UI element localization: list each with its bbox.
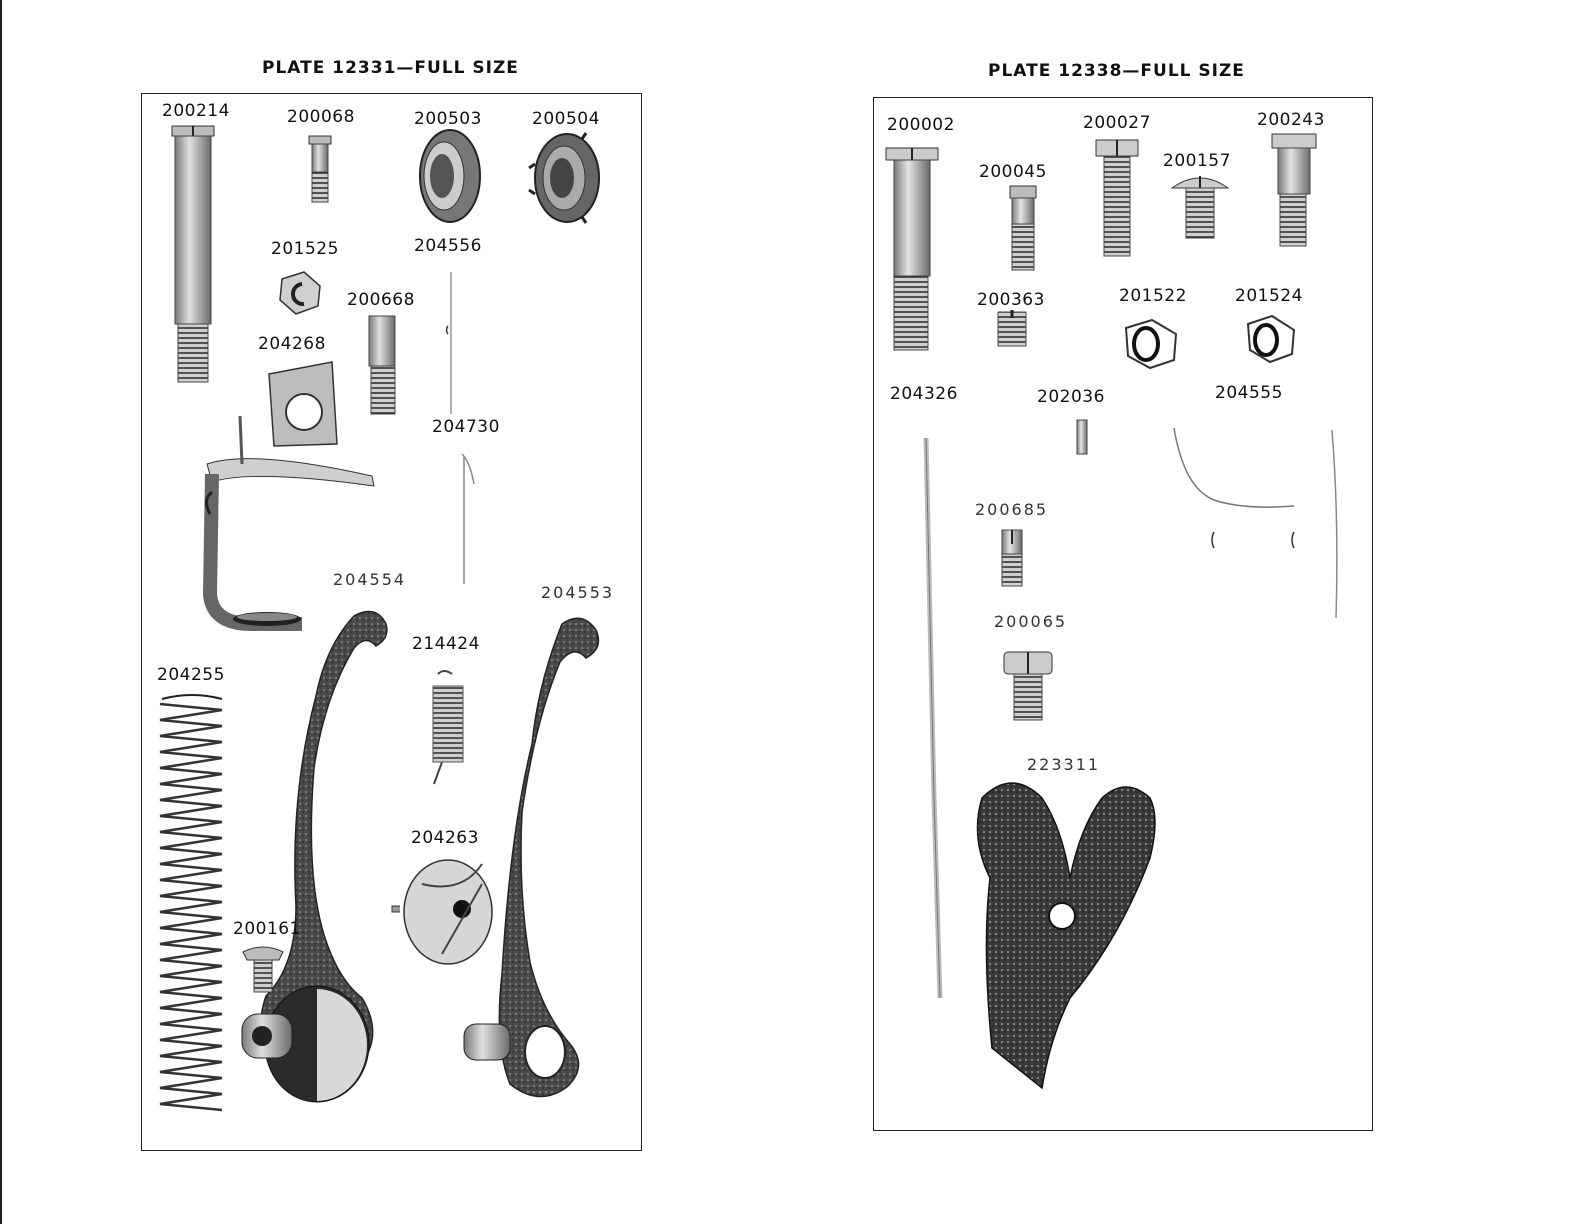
screw-icon [998,310,1026,346]
part-number: 201522 [1119,286,1187,306]
part-number: 204326 [890,384,958,404]
part-number: 202036 [1037,387,1105,407]
part-number: 200161 [233,919,301,939]
part-number: 200503 [414,109,482,129]
part-number: 201524 [1235,286,1303,306]
fork-plate-icon [978,783,1156,1088]
part-number: 200065 [994,612,1068,631]
screw-icon [1096,140,1138,256]
part-number: 200214 [162,101,230,121]
part-number: 200002 [887,115,955,135]
part-number: 200668 [347,290,415,310]
part-number: 200027 [1083,113,1151,133]
part-number: 204556 [414,236,482,256]
part-number: 204263 [411,828,479,848]
screw-icon [886,148,938,350]
pin-icon [1077,420,1087,454]
lever-icon [464,618,598,1096]
part-number: 200243 [1257,110,1325,130]
part-number: 223311 [1027,755,1101,774]
nut-icon [1248,316,1294,362]
part-number: 200504 [532,109,600,129]
nut-icon [280,272,320,314]
plate-title-1: PLATE 12331—FULL SIZE [262,58,519,78]
part-number: 204730 [432,417,500,437]
spring-icon [433,671,463,784]
screw-icon [172,126,214,382]
screw-icon [1010,186,1036,270]
rod-icon [462,454,474,584]
screw-icon [1004,652,1052,720]
part-number: 201525 [271,239,339,259]
part-number: 200068 [287,107,355,127]
washer-icon [420,130,480,222]
screw-icon [1272,134,1316,246]
part-number: 200157 [1163,151,1231,171]
screw-icon [309,136,331,202]
plate-12331 [141,93,642,1151]
part-number: 204555 [1215,383,1283,403]
part-number: 204255 [157,665,225,685]
washer-icon [392,860,492,964]
plate-title-2: PLATE 12338—FULL SIZE [988,61,1245,81]
part-number: 200685 [975,500,1049,519]
plate-12338 [873,97,1373,1131]
part-number: 200045 [979,162,1047,182]
screw-icon [1172,176,1228,238]
rod-icon [447,272,452,414]
rod-icon [1174,428,1337,618]
lever-icon [242,612,387,1103]
part-number: 214424 [412,634,480,654]
nut-icon [529,133,599,223]
spring-icon [160,695,222,1110]
screw-icon [1002,530,1022,586]
part-number: 204268 [258,334,326,354]
part-number: 204554 [333,570,407,589]
nut-icon [1126,320,1176,368]
part-number: 200363 [977,290,1045,310]
page-left-edge [0,0,2,1224]
part-number: 204553 [541,583,615,602]
screw-icon [369,316,395,414]
rod-icon [926,438,940,998]
